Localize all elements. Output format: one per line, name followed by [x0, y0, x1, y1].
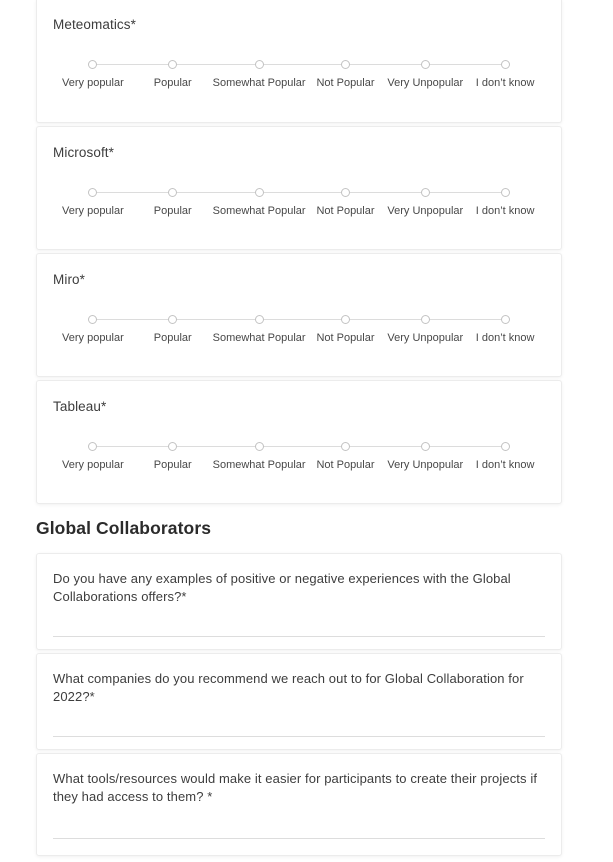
scale-option-very-popular[interactable] — [53, 188, 133, 218]
text-answer-input[interactable] — [53, 636, 545, 637]
scale-option-not-popular[interactable] — [306, 315, 386, 345]
scale-option-label: Very Unpopular — [387, 459, 464, 471]
scale-option-label: I don’t know — [475, 459, 535, 471]
radio-circle-icon[interactable] — [88, 60, 97, 69]
scale-option-label: Somewhat Popular — [212, 332, 306, 344]
scale-option-very-unpopular[interactable] — [385, 315, 465, 345]
question-title: What companies do you recommend we reach out to for Global Collaboration for 2022?* — [53, 671, 524, 704]
scale-option-very-unpopular[interactable] — [385, 188, 465, 218]
question-title: Miro* — [53, 272, 86, 287]
scale-option-label: Somewhat Popular — [212, 205, 306, 217]
scale-option-very-popular[interactable] — [53, 60, 133, 90]
scale-option-very-popular[interactable] — [53, 315, 133, 345]
scale-option-i-dont-know[interactable] — [465, 442, 545, 472]
scale-option-somewhat-popular[interactable] — [213, 60, 306, 90]
scale-option-i-dont-know[interactable] — [465, 60, 545, 90]
text-answer-input[interactable] — [53, 736, 545, 737]
radio-circle-icon[interactable] — [421, 188, 430, 197]
scale-option-label: Not Popular — [316, 332, 375, 344]
rating-scale — [53, 60, 545, 90]
scale-option-label: Very Unpopular — [387, 205, 464, 217]
text-question-card-tools-resources — [36, 753, 562, 856]
scale-option-label: I don’t know — [475, 205, 535, 217]
radio-circle-icon[interactable] — [341, 60, 350, 69]
radio-circle-icon[interactable] — [501, 188, 510, 197]
rating-scale — [53, 188, 545, 218]
radio-circle-icon[interactable] — [421, 442, 430, 451]
scale-option-label: I don’t know — [475, 77, 535, 89]
radio-circle-icon[interactable] — [501, 442, 510, 451]
scale-option-not-popular[interactable] — [306, 442, 386, 472]
radio-circle-icon[interactable] — [168, 60, 177, 69]
scale-option-very-popular[interactable] — [53, 442, 133, 472]
scale-option-popular[interactable] — [133, 442, 213, 472]
question-title: What tools/resources would make it easier for participants to create their projects if they had access to them? * — [53, 771, 538, 804]
scale-option-label: Very popular — [62, 459, 124, 471]
section-heading-global-collaborators: Global Collaborators — [36, 518, 212, 538]
radio-circle-icon[interactable] — [168, 442, 177, 451]
scale-option-somewhat-popular[interactable] — [213, 188, 306, 218]
question-title: Tableau* — [53, 399, 107, 414]
rating-scale — [53, 442, 545, 472]
scale-option-label: Very popular — [62, 332, 124, 344]
scale-option-label: Popular — [153, 77, 192, 89]
scale-option-label: Not Popular — [316, 77, 375, 89]
radio-circle-icon[interactable] — [88, 442, 97, 451]
scale-option-popular[interactable] — [133, 60, 213, 90]
text-answer-input[interactable] — [53, 838, 545, 839]
scale-option-not-popular[interactable] — [306, 60, 386, 90]
scale-option-very-unpopular[interactable] — [385, 442, 465, 472]
scale-option-very-unpopular[interactable] — [385, 60, 465, 90]
scale-option-somewhat-popular[interactable] — [213, 442, 306, 472]
scale-option-label: Somewhat Popular — [212, 77, 306, 89]
radio-circle-icon[interactable] — [168, 188, 177, 197]
scale-option-label: Not Popular — [316, 459, 375, 471]
radio-circle-icon[interactable] — [255, 188, 264, 197]
scale-option-label: I don’t know — [475, 332, 535, 344]
scale-option-label: Popular — [153, 332, 192, 344]
radio-circle-icon[interactable] — [421, 60, 430, 69]
scale-option-popular[interactable] — [133, 315, 213, 345]
radio-circle-icon[interactable] — [501, 60, 510, 69]
radio-circle-icon[interactable] — [255, 442, 264, 451]
scale-option-i-dont-know[interactable] — [465, 315, 545, 345]
radio-circle-icon[interactable] — [88, 188, 97, 197]
scale-option-i-dont-know[interactable] — [465, 188, 545, 218]
scale-option-label: Somewhat Popular — [212, 459, 306, 471]
text-question-card-companies — [36, 653, 562, 750]
scale-option-label: Popular — [153, 205, 192, 217]
radio-circle-icon[interactable] — [501, 315, 510, 324]
radio-circle-icon[interactable] — [255, 60, 264, 69]
rating-question-card-tableau — [36, 380, 562, 504]
rating-question-card-meteomatics — [36, 0, 562, 123]
scale-option-not-popular[interactable] — [306, 188, 386, 218]
scale-option-label: Very popular — [62, 205, 124, 217]
radio-circle-icon[interactable] — [88, 315, 97, 324]
scale-option-popular[interactable] — [133, 188, 213, 218]
scale-option-label: Very Unpopular — [387, 77, 464, 89]
radio-circle-icon[interactable] — [341, 188, 350, 197]
scale-option-label: Not Popular — [316, 205, 375, 217]
radio-circle-icon[interactable] — [341, 442, 350, 451]
question-title: Microsoft* — [53, 145, 115, 160]
radio-circle-icon[interactable] — [255, 315, 264, 324]
form-content — [36, 0, 562, 859]
scale-option-label: Very popular — [62, 77, 124, 89]
question-title: Do you have any examples of positive or negative experiences with the Global Collaborations offers?* — [53, 571, 511, 604]
rating-scale — [53, 315, 545, 345]
scale-option-label: Very Unpopular — [387, 332, 464, 344]
scale-option-label: Popular — [153, 459, 192, 471]
text-question-card-experiences — [36, 553, 562, 650]
rating-question-card-microsoft — [36, 126, 562, 250]
scale-option-somewhat-popular[interactable] — [213, 315, 306, 345]
rating-question-card-miro — [36, 253, 562, 377]
radio-circle-icon[interactable] — [341, 315, 350, 324]
radio-circle-icon[interactable] — [421, 315, 430, 324]
radio-circle-icon[interactable] — [168, 315, 177, 324]
question-title: Meteomatics* — [53, 17, 136, 32]
